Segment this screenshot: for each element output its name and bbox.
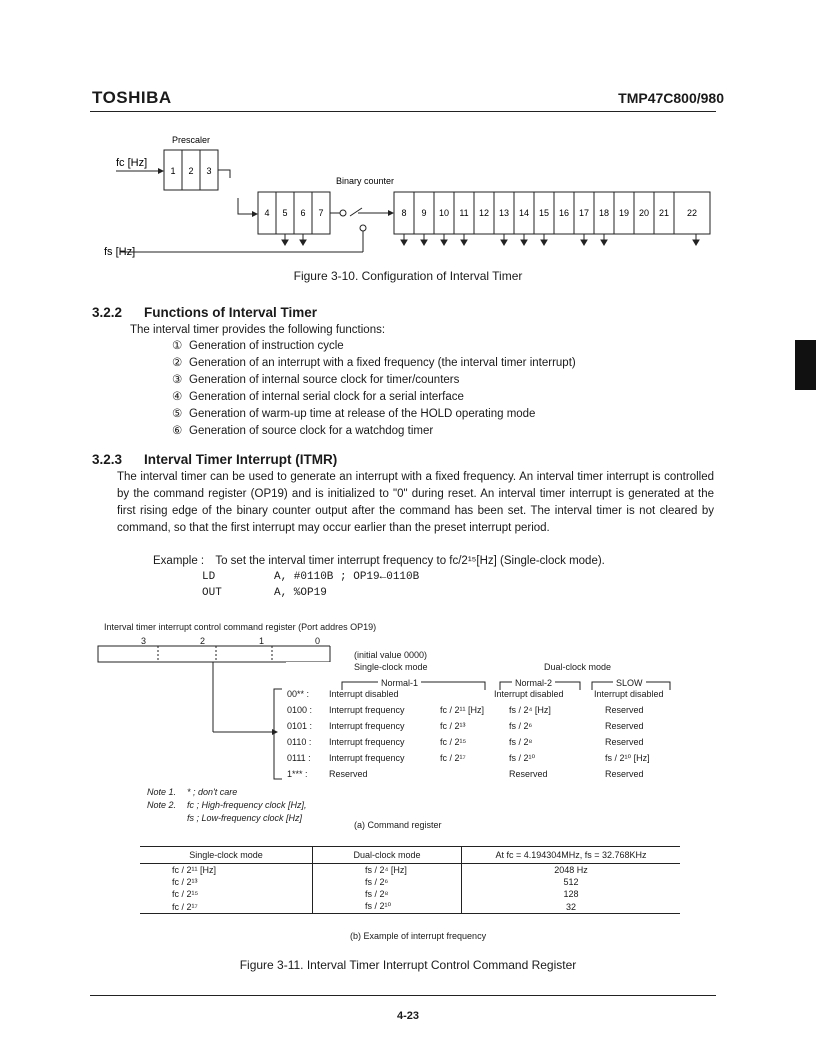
section-title: Functions of Interval Timer [144,305,318,320]
list-item: ⑤ Generation of warm-up time at release of the HOLD operating mode [172,408,536,420]
example-line [153,553,605,570]
counter-cell: 10 [438,208,450,218]
fs-label: fs [Hz] [104,246,136,258]
interval-timer-diagram [100,128,720,260]
table-row: 0100 : Interrupt frequency fc / 2¹¹ [Hz] fs / 2⁴ [Hz] Reserved [287,705,644,715]
section-3-2-2-heading [92,305,317,320]
code-bracket [272,687,284,781]
list-item: ② Generation of an interrupt with a fixed frequency (the interval timer interrupt) [172,357,576,369]
command-register-box [96,644,286,790]
page-number: 4-23 [396,1010,420,1022]
subcaption-b: (b) Example of interrupt frequency [350,931,487,941]
side-thumb-tab [795,340,816,390]
table-row: 00** : Interrupt disabled Interrupt disabled Interrupt disabled [287,689,664,699]
table-row: 0110 : Interrupt frequency fc / 2¹⁵ fs / 2⁸ Reserved [287,737,644,747]
counter-cell: 5 [282,208,288,218]
normal2-label: Normal-2 [512,678,555,688]
figure-3-10-caption: Figure 3-10. Configuration of Interval Timer [293,269,523,283]
prescaler-cell: 1 [170,166,176,176]
dual-clock-mode-label: Dual-clock mode [544,662,612,672]
note-2-continued: fs ; Low-frequency clock [Hz] [187,813,303,823]
list-item: ① Generation of instruction cycle [172,340,344,352]
prescaler-label: Prescaler [172,135,211,145]
section-3-2-3-paragraph: The interval timer can be used to generate an interrupt with a fixed frequency. An interval timer interrupt is controlled by the command register (OP19) and is initialized to "0" during reset. An interval timer interrupt is generated at the first rising edge of the binary counter output after the command has been set. The interval timer is not cleared by command, so that the first interrupt may occur earlier than the preset interrupt period. [117,471,714,534]
brand-logo: TOSHIBA [92,88,172,107]
command-register-box-right [286,644,336,662]
counter-cell: 8 [401,208,407,218]
counter-cell: 6 [300,208,306,218]
list-item: ③ Generation of internal source clock for timer/counters [172,374,460,386]
example-text: To set the interval timer interrupt frequency to fc/2¹⁵[Hz] (Single-clock mode). [215,555,605,567]
list-item: ④ Generation of internal serial clock for a serial interface [172,391,464,403]
figure-3-11-caption: Figure 3-11. Interval Timer Interrupt Control Command Register [239,958,577,972]
table-row: fc / 2¹¹ [Hz] fs / 2⁴ [Hz] 2048 Hz [140,864,680,877]
register-title: Interval timer interrupt control command register (Port addres OP19) [104,622,377,632]
example-label: Example : [153,555,205,567]
section-3-2-2-intro: The interval timer provides the following functions: [130,324,386,336]
counter-cell: 15 [538,208,550,218]
counter-cell: 22 [686,208,698,218]
function-list [172,338,712,440]
section-3-2-3-heading [92,452,337,467]
table-header-row: Single-clock mode Dual-clock mode At fc = 4.194304MHz, fs = 32.768KHz [140,847,680,864]
counter-cell: 9 [421,208,427,218]
counter-cell: 19 [618,208,630,218]
binary-counter-label: Binary counter [336,176,395,186]
note-1: Note 1. * ; don't care [147,787,238,797]
table-row: 1*** : Reserved Reserved Reserved [287,769,644,779]
code-line: OUT A, %OP19 [202,587,327,599]
counter-cell: 21 [658,208,670,218]
table-row: fc / 2¹⁷ fs / 2¹⁰ 32 [140,900,680,914]
counter-cell: 16 [558,208,570,218]
table-row: fc / 2¹³ fs / 2⁶ 512 [140,876,680,888]
fc-label: fc [Hz] [116,157,148,169]
counter-cell: 4 [264,208,270,218]
prescaler-cell: 3 [206,166,212,176]
counter-cell: 14 [518,208,530,218]
counter-cell: 13 [498,208,510,218]
note-2: Note 2. fc ; High-frequency clock [Hz], [147,800,307,810]
table-row: 0111 : Interrupt frequency fc / 2¹⁷ fs / 2¹⁰ fs / 2¹⁰ [Hz] [287,753,650,763]
list-item: ⑥ Generation of source clock for a watchdog timer [172,425,434,437]
counter-cell: 18 [598,208,610,218]
interrupt-frequency-table [140,846,680,914]
counter-cell: 7 [318,208,324,218]
section-title: Interval Timer Interrupt (ITMR) [144,452,338,467]
counter-cell: 20 [638,208,650,218]
command-code-table [287,689,707,785]
code-line: LD A, #0110B ; OP19←0110B [202,571,420,583]
counter-cell: 11 [459,208,469,218]
part-number: TMP47C800/980 [618,90,724,106]
counter-cell: 12 [478,208,490,218]
initial-value: (initial value 0000) [354,650,428,660]
slow-label: SLOW [613,678,646,688]
header-rule [90,111,716,112]
counter-cell: 17 [578,208,590,218]
section-number: 3.2.3 [92,452,123,467]
section-number: 3.2.2 [92,305,123,320]
single-clock-mode-label: Single-clock mode [354,662,428,672]
counter-output-arrows [282,234,699,245]
table-row: fc / 2¹⁵ fs / 2⁸ 128 [140,888,680,900]
normal1-label: Normal-1 [378,678,421,688]
footer-rule [90,995,716,996]
table-row: 0101 : Interrupt frequency fc / 2¹³ fs / 2⁶ Reserved [287,721,644,731]
prescaler-cell: 2 [188,166,194,176]
subcaption-a: (a) Command register [354,820,442,830]
